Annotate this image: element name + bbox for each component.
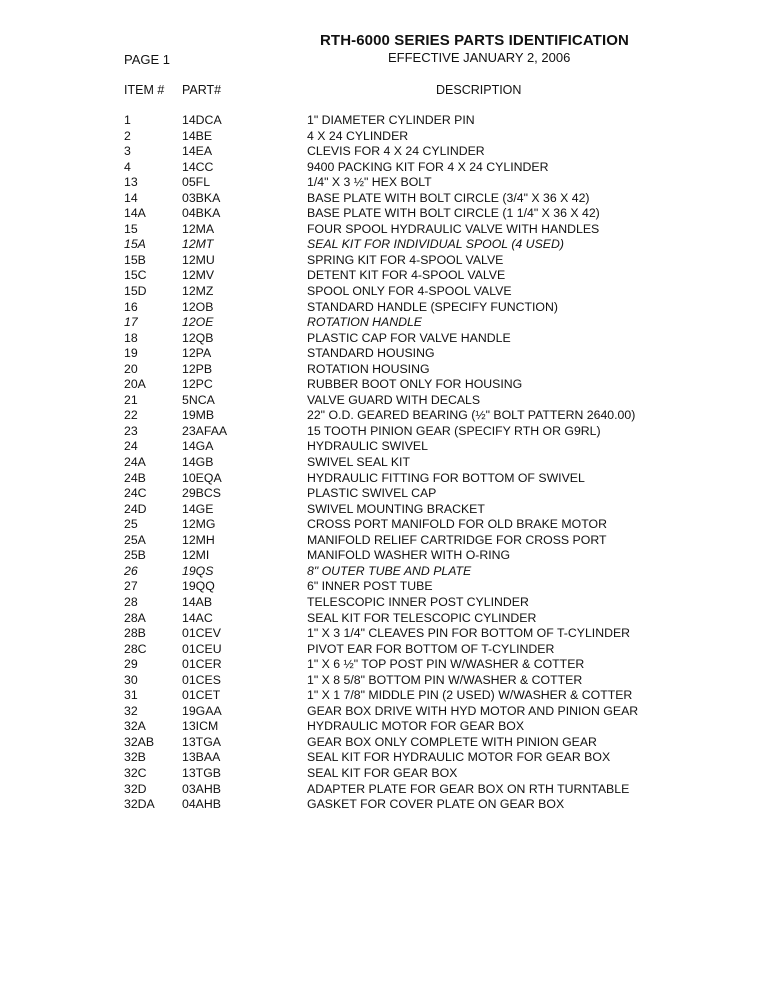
part-description: PLASTIC SWIVEL CAP	[307, 486, 437, 501]
item-number: 25A	[124, 532, 146, 547]
part-number: 23AFAA	[182, 423, 228, 438]
part-number: 12MH	[182, 532, 215, 547]
table-row	[0, 704, 784, 720]
part-description: TELESCOPIC INNER POST CYLINDER	[307, 594, 529, 609]
part-description: BASE PLATE WITH BOLT CIRCLE (3/4" X 36 X 42)	[307, 190, 590, 205]
part-description: GEAR BOX DRIVE WITH HYD MOTOR AND PINION GEAR	[307, 703, 639, 718]
part-description: FOUR SPOOL HYDRAULIC VALVE WITH HANDLES	[307, 221, 600, 236]
part-description: SWIVEL MOUNTING BRACKET	[307, 501, 485, 516]
part-number: 14GA	[182, 439, 214, 454]
part-number: 12MG	[182, 517, 216, 532]
column-header-description: DESCRIPTION	[436, 83, 522, 97]
item-number: 14A	[124, 206, 146, 221]
item-number: 32DA	[124, 797, 155, 812]
part-description: SWIVEL SEAL KIT	[307, 455, 410, 470]
column-header-part: PART#	[182, 83, 222, 97]
item-number: 24B	[124, 470, 146, 485]
part-description: 15 TOOTH PINION GEAR (SPECIFY RTH OR G9RL)	[307, 423, 601, 438]
part-number: 12OB	[182, 299, 214, 314]
table-row	[0, 611, 784, 627]
part-number: 12MZ	[182, 284, 214, 299]
part-number: 13ICM	[182, 719, 219, 734]
part-description: ROTATION HOUSING	[307, 361, 430, 376]
part-description: 22" O.D. GEARED BEARING (½" BOLT PATTERN 2640.00)	[307, 408, 636, 423]
item-number: 23	[124, 423, 138, 438]
part-number: 13TGA	[182, 734, 221, 749]
part-number: 13BAA	[182, 750, 221, 765]
item-number: 29	[124, 657, 138, 672]
item-number: 28A	[124, 610, 146, 625]
table-row	[0, 362, 784, 378]
part-number: 14EA	[182, 144, 213, 159]
part-number: 12MV	[182, 268, 215, 283]
part-number: 12PC	[182, 377, 213, 392]
part-number: 29BCS	[182, 486, 221, 501]
table-row	[0, 377, 784, 393]
part-number: 14AC	[182, 610, 213, 625]
table-row	[0, 113, 784, 129]
part-description: 1" DIAMETER CYLINDER PIN	[307, 113, 475, 127]
part-description: DETENT KIT FOR 4-SPOOL VALVE	[307, 268, 506, 283]
part-description: VALVE GUARD WITH DECALS	[307, 392, 481, 407]
part-number: 04AHB	[182, 797, 221, 812]
item-number: 1	[124, 113, 131, 127]
item-number: 14	[124, 190, 138, 205]
part-description: GEAR BOX ONLY COMPLETE WITH PINION GEAR	[307, 734, 597, 749]
part-number: 12PB	[182, 361, 213, 376]
table-row	[0, 782, 784, 798]
part-description: ADAPTER PLATE FOR GEAR BOX ON RTH TURNTABLE	[307, 781, 630, 796]
table-row	[0, 642, 784, 658]
part-number: 12MT	[182, 237, 214, 252]
part-number: 12MU	[182, 252, 215, 267]
table-row	[0, 626, 784, 642]
table-row	[0, 191, 784, 207]
part-description: SEAL KIT FOR HYDRAULIC MOTOR FOR GEAR BOX	[307, 750, 611, 765]
table-row	[0, 160, 784, 176]
table-row	[0, 750, 784, 766]
part-number: 12OE	[182, 315, 214, 330]
table-row	[0, 408, 784, 424]
item-number: 22	[124, 408, 138, 423]
item-number: 19	[124, 346, 138, 361]
item-number: 32D	[124, 781, 147, 796]
part-number: 03AHB	[182, 781, 221, 796]
part-number: 05FL	[182, 175, 211, 190]
table-row	[0, 502, 784, 518]
table-row	[0, 455, 784, 471]
item-number: 17	[124, 315, 138, 330]
part-description: 4 X 24 CYLINDER	[307, 128, 409, 143]
item-number: 25B	[124, 548, 146, 563]
table-row	[0, 564, 784, 580]
item-number: 28B	[124, 626, 146, 641]
item-number: 24D	[124, 501, 147, 516]
part-number: 19QQ	[182, 579, 215, 594]
part-number: 14GE	[182, 501, 214, 516]
item-number: 21	[124, 392, 138, 407]
part-description: 1" X 1 7/8" MIDDLE PIN (2 USED) W/WASHER & COTTER	[307, 688, 633, 703]
table-row	[0, 797, 784, 813]
part-description: 1/4" X 3 ½" HEX BOLT	[307, 175, 432, 190]
item-number: 2	[124, 128, 131, 143]
table-row	[0, 533, 784, 549]
part-number: 01CEV	[182, 626, 221, 641]
item-number: 15C	[124, 268, 147, 283]
part-description: GASKET FOR COVER PLATE ON GEAR BOX	[307, 797, 565, 812]
item-number: 32C	[124, 765, 147, 780]
table-row	[0, 268, 784, 284]
table-row	[0, 424, 784, 440]
part-number: 12QB	[182, 330, 214, 345]
part-number: 01CES	[182, 672, 221, 687]
item-number: 20A	[124, 377, 146, 392]
item-number: 24A	[124, 455, 146, 470]
table-row	[0, 346, 784, 362]
part-number: 04BKA	[182, 206, 221, 221]
item-number: 26	[124, 563, 138, 578]
item-number: 16	[124, 299, 138, 314]
document-title: RTH-6000 SERIES PARTS IDENTIFICATION	[320, 32, 629, 49]
part-number: 19GAA	[182, 703, 222, 718]
table-row	[0, 688, 784, 704]
item-number: 18	[124, 330, 138, 345]
item-number: 15D	[124, 284, 147, 299]
part-description: STANDARD HOUSING	[307, 346, 435, 361]
part-description: SEAL KIT FOR INDIVIDUAL SPOOL (4 USED)	[307, 237, 564, 252]
table-row	[0, 175, 784, 191]
item-number: 15A	[124, 237, 146, 252]
table-row	[0, 548, 784, 564]
item-number: 24C	[124, 486, 147, 501]
part-description: HYDRAULIC MOTOR FOR GEAR BOX	[307, 719, 525, 734]
part-number: 19QS	[182, 563, 214, 578]
item-number: 30	[124, 672, 138, 687]
item-number: 25	[124, 517, 138, 532]
part-number: 14AB	[182, 594, 213, 609]
table-row	[0, 579, 784, 595]
item-number: 27	[124, 579, 138, 594]
part-description: 8" OUTER TUBE AND PLATE	[307, 563, 472, 578]
item-number: 32B	[124, 750, 146, 765]
part-description: PIVOT EAR FOR BOTTOM OF T-CYLINDER	[307, 641, 555, 656]
part-number: 19MB	[182, 408, 215, 423]
item-number: 32A	[124, 719, 146, 734]
table-row	[0, 300, 784, 316]
item-number: 28C	[124, 641, 147, 656]
page-number: PAGE 1	[124, 52, 171, 67]
table-row	[0, 439, 784, 455]
part-description: ROTATION HANDLE	[307, 315, 423, 330]
part-description: SPOOL ONLY FOR 4-SPOOL VALVE	[307, 284, 512, 299]
part-number: 01CER	[182, 657, 222, 672]
table-row	[0, 129, 784, 145]
parts-list	[0, 113, 784, 813]
part-description: 1" X 6 ½" TOP POST PIN W/WASHER & COTTER	[307, 657, 585, 672]
table-row	[0, 315, 784, 331]
table-row	[0, 331, 784, 347]
table-row	[0, 393, 784, 409]
part-number: 14CC	[182, 159, 214, 174]
table-row	[0, 673, 784, 689]
part-number: 5NCA	[182, 392, 215, 407]
part-number: 03BKA	[182, 190, 221, 205]
part-description: 1" X 8 5/8" BOTTOM PIN W/WASHER & COTTER	[307, 672, 583, 687]
effective-date: EFFECTIVE JANUARY 2, 2006	[388, 50, 571, 65]
item-number: 28	[124, 594, 138, 609]
item-number: 4	[124, 159, 131, 174]
part-description: RUBBER BOOT ONLY FOR HOUSING	[307, 377, 523, 392]
table-row	[0, 253, 784, 269]
item-number: 13	[124, 175, 138, 190]
item-number: 31	[124, 688, 138, 703]
item-number: 3	[124, 144, 131, 159]
part-description: CLEVIS FOR 4 X 24 CYLINDER	[307, 144, 485, 159]
part-description: 9400 PACKING KIT FOR 4 X 24 CYLINDER	[307, 159, 549, 174]
part-number: 14GB	[182, 455, 214, 470]
part-description: HYDRAULIC FITTING FOR BOTTOM OF SWIVEL	[307, 470, 585, 485]
table-row	[0, 206, 784, 222]
part-description: MANIFOLD RELIEF CARTRIDGE FOR CROSS PORT	[307, 532, 607, 547]
part-number: 01CEU	[182, 641, 222, 656]
part-description: CROSS PORT MANIFOLD FOR OLD BRAKE MOTOR	[307, 517, 607, 532]
table-row	[0, 595, 784, 611]
part-number: 10EQA	[182, 470, 222, 485]
table-row	[0, 486, 784, 502]
part-number: 12MA	[182, 221, 215, 236]
part-description: SEAL KIT FOR TELESCOPIC CYLINDER	[307, 610, 537, 625]
part-number: 14DCA	[182, 113, 222, 127]
part-description: SEAL KIT FOR GEAR BOX	[307, 765, 458, 780]
part-description: BASE PLATE WITH BOLT CIRCLE (1 1/4" X 36 X 42)	[307, 206, 600, 221]
table-row	[0, 766, 784, 782]
table-row	[0, 237, 784, 253]
table-row	[0, 222, 784, 238]
column-header-item: ITEM #	[124, 83, 165, 97]
part-number: 14BE	[182, 128, 213, 143]
item-number: 15	[124, 221, 138, 236]
table-row	[0, 657, 784, 673]
item-number: 32	[124, 703, 138, 718]
table-row	[0, 517, 784, 533]
part-description: 6" INNER POST TUBE	[307, 579, 433, 594]
table-row	[0, 719, 784, 735]
part-number: 01CET	[182, 688, 221, 703]
table-row	[0, 144, 784, 160]
part-number: 12MI	[182, 548, 210, 563]
part-description: STANDARD HANDLE (SPECIFY FUNCTION)	[307, 299, 558, 314]
part-description: PLASTIC CAP FOR VALVE HANDLE	[307, 330, 511, 345]
item-number: 24	[124, 439, 138, 454]
table-row	[0, 284, 784, 300]
item-number: 32AB	[124, 734, 155, 749]
part-number: 13TGB	[182, 765, 221, 780]
part-description: 1" X 3 1/4" CLEAVES PIN FOR BOTTOM OF T-CYLINDER	[307, 626, 631, 641]
part-description: MANIFOLD WASHER WITH O-RING	[307, 548, 511, 563]
part-description: HYDRAULIC SWIVEL	[307, 439, 428, 454]
table-row	[0, 471, 784, 487]
item-number: 15B	[124, 252, 146, 267]
part-number: 12PA	[182, 346, 212, 361]
part-description: SPRING KIT FOR 4-SPOOL VALVE	[307, 252, 504, 267]
table-row	[0, 735, 784, 751]
item-number: 20	[124, 361, 138, 376]
